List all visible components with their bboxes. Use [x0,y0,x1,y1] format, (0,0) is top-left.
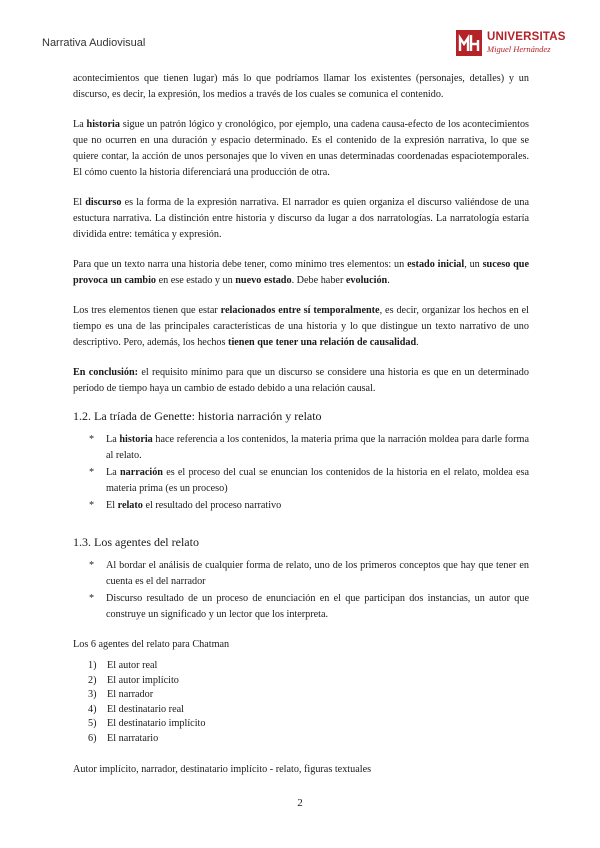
university-logo [456,30,566,56]
text-run: El [73,197,86,208]
bullet-icon: * [89,500,95,511]
text-run: , un [464,259,483,270]
list-item [73,465,529,497]
bold-term: historia [86,119,120,130]
paragraph-conclusion [73,365,529,397]
list-item [73,591,529,623]
paragraph-1 [73,71,529,103]
chatman-footer-line: Autor implícito, narrador, destinatario implícito - relato, figuras textuales [73,764,372,775]
bold-term: suceso que provoca un cambio [73,259,529,286]
document-header-title: Narrativa Audiovisual [42,37,146,49]
text-run: hace referencia a los contenidos, la materia prima que la narración moldea para darle forma al relato. [106,434,529,461]
list-item [73,432,529,464]
text-run: La [106,434,120,445]
bold-term: relato [117,500,143,511]
text-run: . [416,337,419,348]
item-number: 4) [88,703,97,715]
item-label: El autor real [107,660,158,671]
item-number: 3) [88,689,97,700]
item-label: El narratario [107,732,159,744]
list-item [73,703,529,718]
list-item [73,674,529,689]
logo-line-1: UNIVERSITAS [487,31,566,43]
text-run: . Debe haber [291,275,346,286]
bullet-icon: * [89,593,95,604]
bold-term: historia [119,434,153,445]
item-label: El destinatario real [107,703,184,715]
item-number: 5) [88,718,97,729]
genette-list [73,432,529,514]
paragraph-discurso [73,195,529,243]
text-run: Discurso resultado de un proceso de enunciación en el que participan dos instancias, un autor que construye un significado y un lector que los interpreta. [106,593,529,620]
list-item [73,717,529,732]
item-label: El autor implícito [107,674,179,686]
text-run: en ese estado y un [156,275,236,286]
bold-term: nuevo estado [235,275,292,286]
section-heading-1-3: 1.3. Los agentes del relato [73,535,199,549]
text-run: , es decir, organizar los hechos en el tiempo es una de las principales características de una historia y lo que distingue un texto narrativo de uno descriptivo. Pero, además, los hechos [73,305,529,348]
text-run: sigue un patrón lógico y cronológico, por ejemplo, una cadena causa-efecto de los acontecimientos que no ocurren en una duración y espacio determinado. Es el contenido de la expresión narrativa, lo que se quiere contar, la acción de unos personajes que lo viven en unas determinadas coordenadas espaciotemporales. El cómo cuento la historia diferenciará una producción de otra. [73,119,529,178]
logo-line-2: Miguel Hernández [487,44,551,54]
bold-term: evolución [345,275,388,286]
text-run: el requisito mínimo para que un discurso se considere una historia es que en un determinado período de tiempo haya un cambio de estado debido a una relación causal. [73,367,529,394]
item-number: 6) [88,732,97,744]
list-item [73,659,529,674]
paragraph-historia [73,117,529,181]
text-run: . [387,275,390,286]
umh-logo-icon [456,30,482,56]
paragraph-relacion [73,303,529,351]
text-run: La [106,467,120,478]
chatman-list [73,659,529,746]
page-body [73,71,529,778]
section-heading-1-2: 1.2. La tríada de Genette: historia narración y relato [73,409,322,423]
bold-term: estado inicial [407,259,465,270]
bold-term: discurso [85,197,122,208]
bold-term: En conclusión: [73,367,139,378]
chatman-title: Los 6 agentes del relato para Chatman [73,639,230,650]
text-run: es el proceso del cual se enuncian los contenidos de la historia en el relato, moldea esa materia prima (es un proceso) [106,467,529,494]
bullet-icon: * [89,560,95,571]
item-label: El destinatario implícito [107,718,206,729]
text-run: Para que un texto narra una historia debe tener, como mínimo tres elementos: un [73,259,408,270]
paragraph-elementos [73,257,529,289]
text-run: La [73,119,87,130]
bold-term: tienen que tener una relación de causalidad [228,337,417,348]
list-item [73,732,529,747]
list-item [73,498,529,514]
bullet-icon: * [89,434,95,445]
text-run: Al bordar el análisis de cualquier forma de relato, uno de los primeros conceptos que hay que tener en cuenta es el del narrador [106,560,529,587]
text-run: el resultado del proceso narrativo [142,500,282,511]
item-number: 2) [88,674,97,686]
list-item [73,558,529,590]
text-run: es la forma de la expresión narrativa. El narrador es quien organiza el discurso valiéndose de una estuctura narrativa. La distinción entre historia y discurso da lugar a dos narratologías. La narratología estaría dividida entre: temática y expresión. [73,197,529,240]
bold-term: narración [119,467,163,478]
page-number: 2 [297,797,303,809]
text-run: Los tres elementos tienen que estar [73,305,221,316]
bullet-icon: * [89,467,95,478]
bold-term: relacionados entre sí temporalmente [220,305,380,316]
list-item [73,688,529,703]
paragraph-text: acontecimientos que tienen lugar) más lo que podríamos llamar los existentes (personajes, detalles) y un discurso, es decir, la expresión, los medios a través de los cuales se comunica el contenido. [73,73,529,100]
text-run: El [106,500,118,511]
item-number: 1) [88,660,97,671]
agentes-list [73,558,529,623]
item-label: El narrador [107,689,154,700]
